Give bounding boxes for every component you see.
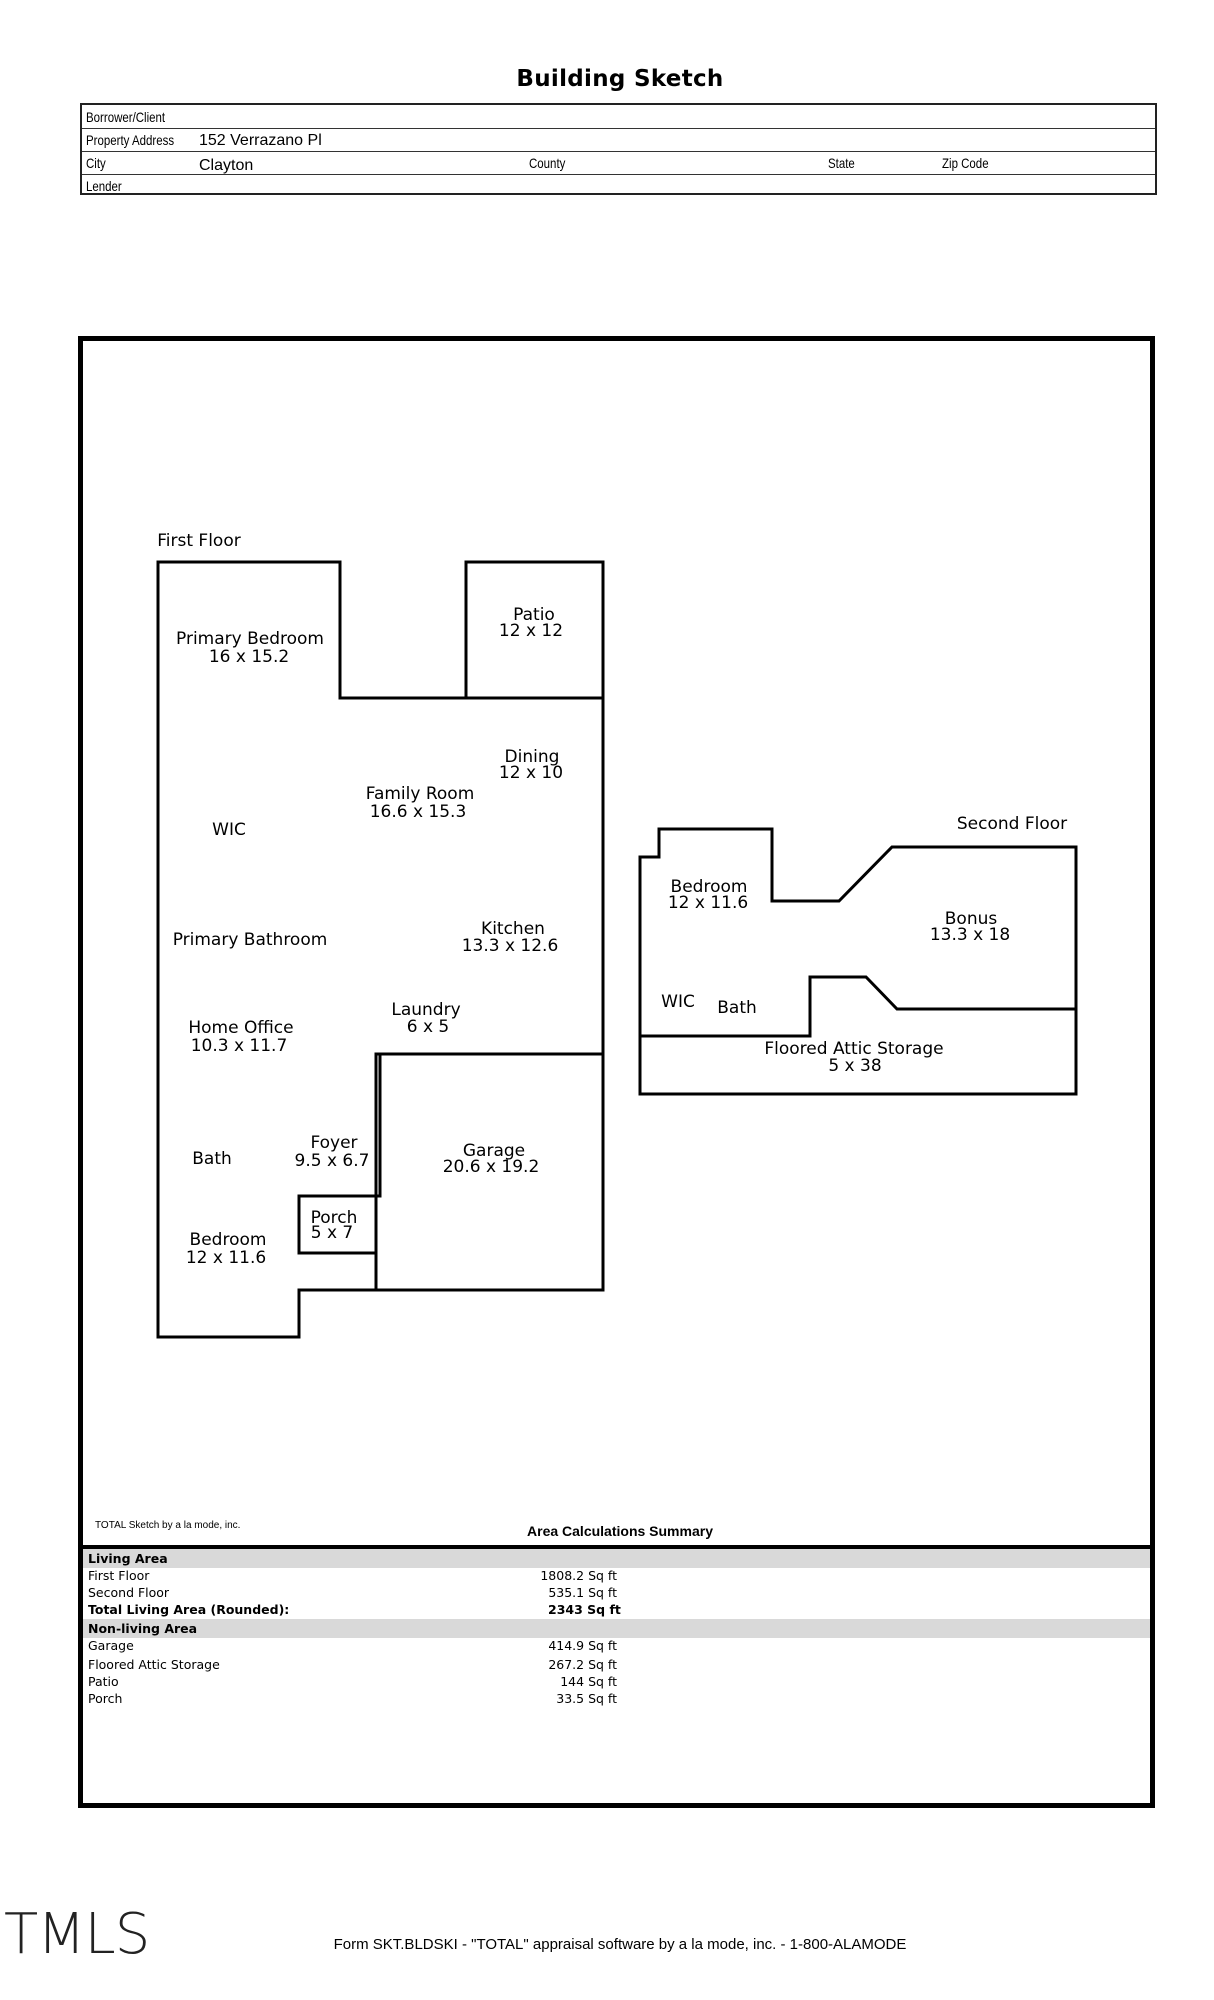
attic-dims: 5 x 38 bbox=[828, 1056, 882, 1076]
second-floor-area-label: Second Floor bbox=[88, 1585, 170, 1600]
address-value: 152 Verrazano Pl bbox=[199, 132, 322, 149]
form-footer: Form SKT.BLDSKI - "TOTAL" appraisal software by a la mode, inc. - 1-800-ALAMODE bbox=[333, 1936, 907, 1953]
kitchen-name: Kitchen bbox=[481, 919, 545, 939]
garage-dims: 20.6 x 19.2 bbox=[442, 1157, 540, 1177]
patio-area-value: 144 Sq ft bbox=[560, 1674, 617, 1689]
borrower-label: Borrower/Client bbox=[86, 109, 166, 125]
page-title: Building Sketch bbox=[516, 66, 724, 92]
bath-second-floor: Bath bbox=[717, 998, 757, 1018]
porch-area-label: Porch bbox=[88, 1691, 123, 1706]
family-room-dims: 16.6 x 15.3 bbox=[369, 802, 467, 822]
first-floor-area-label: First Floor bbox=[88, 1568, 150, 1583]
sketch-credit: TOTAL Sketch by a la mode, inc. bbox=[95, 1520, 241, 1531]
patio-dims: 12 x 12 bbox=[498, 621, 564, 641]
living-area-band bbox=[83, 1549, 1150, 1568]
state-label: State bbox=[828, 155, 855, 171]
porch-area-value: 33.5 Sq ft bbox=[556, 1691, 617, 1706]
attic-divider bbox=[640, 977, 1076, 1036]
second-floor-label: Second Floor bbox=[956, 814, 1068, 834]
family-room-name: Family Room bbox=[365, 784, 475, 804]
total-living-area-label: Total Living Area (Rounded): bbox=[88, 1602, 290, 1617]
city-label: City bbox=[86, 155, 106, 171]
wic-first-floor: WIC bbox=[212, 820, 246, 840]
nonliving-area-header: Non-living Area bbox=[88, 1621, 198, 1636]
summary-title: Area Calculations Summary bbox=[527, 1523, 713, 1539]
zip-label: Zip Code bbox=[942, 155, 989, 171]
bedroom-second-floor-name: Bedroom bbox=[670, 877, 748, 897]
primary-bedroom-dims: 16 x 15.2 bbox=[208, 647, 290, 667]
wic-second-floor: WIC bbox=[661, 992, 695, 1012]
bedroom-second-floor-dims: 12 x 11.6 bbox=[667, 893, 749, 913]
foyer-dims: 9.5 x 6.7 bbox=[294, 1151, 370, 1171]
nonliving-area-band bbox=[83, 1619, 1150, 1638]
bonus-dims: 13.3 x 18 bbox=[929, 925, 1011, 945]
garage-area-value: 414.9 Sq ft bbox=[548, 1638, 617, 1653]
attic-name: Floored Attic Storage bbox=[764, 1039, 944, 1059]
porch-dims: 5 x 7 bbox=[310, 1223, 354, 1243]
tmls-logo: TMLS bbox=[4, 1902, 150, 1967]
dining-dims: 12 x 10 bbox=[498, 763, 564, 783]
dining-name: Dining bbox=[504, 747, 560, 767]
patio-area-label: Patio bbox=[88, 1674, 119, 1689]
county-label: County bbox=[529, 155, 566, 171]
garage-area-label: Garage bbox=[88, 1638, 134, 1653]
laundry-name: Laundry bbox=[391, 1000, 461, 1020]
total-living-area-value: 2343 Sq ft bbox=[548, 1602, 621, 1617]
garage-name: Garage bbox=[462, 1141, 526, 1161]
first-floor-area-value: 1808.2 Sq ft bbox=[540, 1568, 617, 1583]
porch-name: Porch bbox=[310, 1208, 358, 1228]
primary-bedroom-name: Primary Bedroom bbox=[176, 629, 324, 649]
bonus-name: Bonus bbox=[944, 909, 998, 929]
lender-label: Lender bbox=[86, 178, 122, 194]
second-floor-area-value: 535.1 Sq ft bbox=[548, 1585, 617, 1600]
home-office-name: Home Office bbox=[188, 1018, 294, 1038]
foyer-name: Foyer bbox=[310, 1133, 358, 1153]
bedroom-first-floor-name: Bedroom bbox=[189, 1230, 267, 1250]
first-floor-label: First Floor bbox=[157, 531, 241, 551]
city-value: Clayton bbox=[199, 157, 254, 174]
bath-first-floor: Bath bbox=[192, 1149, 232, 1169]
bedroom-first-floor-dims: 12 x 11.6 bbox=[185, 1248, 267, 1268]
attic-area-label: Floored Attic Storage bbox=[88, 1657, 220, 1672]
living-area-header: Living Area bbox=[88, 1551, 168, 1566]
kitchen-dims: 13.3 x 12.6 bbox=[461, 936, 559, 956]
home-office-dims: 10.3 x 11.7 bbox=[190, 1036, 288, 1056]
primary-bathroom-name: Primary Bathroom bbox=[172, 930, 328, 950]
attic-area-value: 267.2 Sq ft bbox=[548, 1657, 617, 1672]
patio-name: Patio bbox=[513, 605, 555, 625]
address-label: Property Address bbox=[86, 132, 175, 148]
laundry-dims: 6 x 5 bbox=[406, 1017, 450, 1037]
